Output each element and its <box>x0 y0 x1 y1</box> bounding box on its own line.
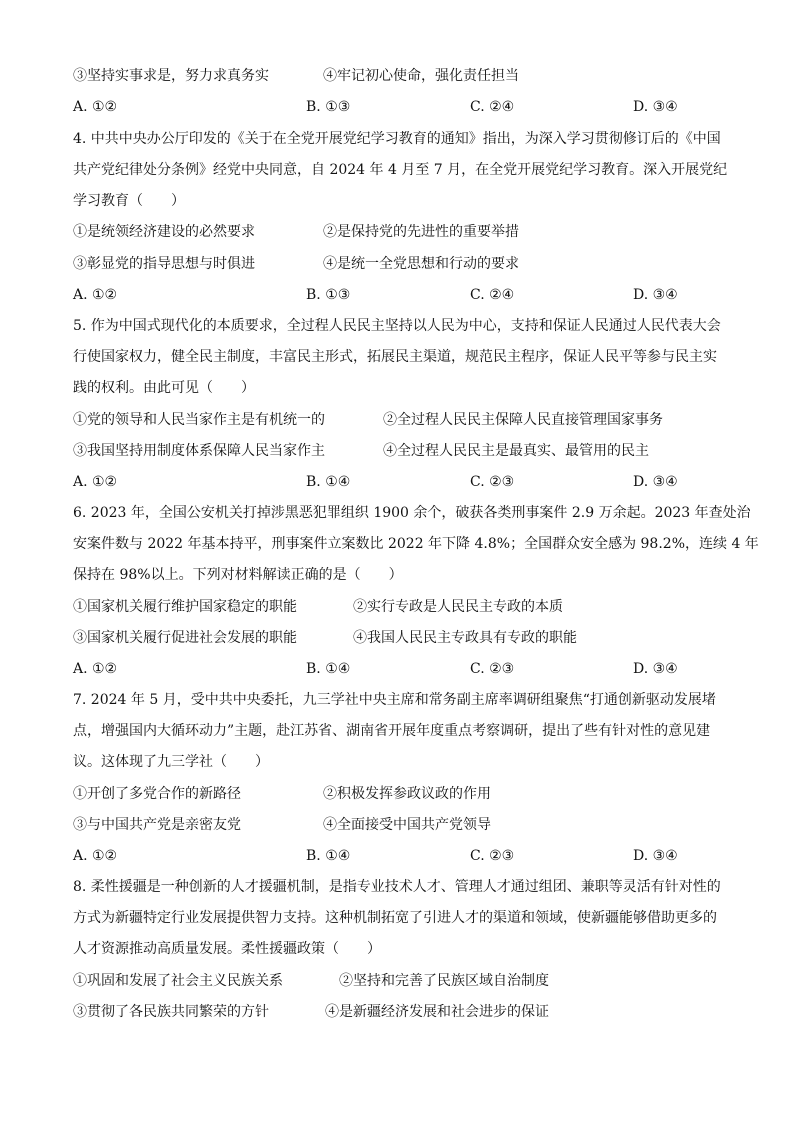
q6-choices <box>73 659 773 679</box>
q5-option-2: ②全过程人民民主保障人民直接管理国家事务 <box>383 412 663 428</box>
q8-options-row-1 <box>73 971 549 991</box>
q5-options-row-1 <box>73 410 663 430</box>
q7-stem-line-3: 议。这体现了九三学社（ ） <box>73 754 269 770</box>
q7-stem-line-1: 7. 2024 年 5 月，受中共中央委托，九三学社中央主席和常务副主席率调研组聚焦“打通创新驱动发展堵 <box>73 692 716 708</box>
q6-stem-line-2: 安案件数与 2022 年基本持平，刑事案件立案数比 2022 年下降 4.8%；全国群众安全感为 98.2%，连续 4 年 <box>73 536 759 552</box>
q4-choice-a: A. ①② <box>73 287 118 303</box>
q4-option-1: ①是统领经济建设的必然要求 <box>73 224 255 240</box>
q3-choice-b: B. ①③ <box>306 99 351 115</box>
q4-stem-line-3: 学习教育（ ） <box>73 193 185 209</box>
q7-choices <box>73 846 773 866</box>
q7-stem-line-2: 点，增强国内大循环动力”主题，赴江苏省、湖南省开展年度重点考察调研，提出了些有针对性的意见建 <box>73 723 711 739</box>
q7-choice-d: D. ③④ <box>633 848 678 864</box>
q4-choice-b: B. ①③ <box>306 287 351 303</box>
q3-choices <box>73 97 773 117</box>
q7-choice-b: B. ①④ <box>306 848 351 864</box>
q6-stem-line-3: 保持在 98%以上。下列对材料解读正确的是（ ） <box>73 567 403 583</box>
q6-option-3: ③国家机关履行促进社会发展的职能 <box>73 630 297 646</box>
q5-options-row-2 <box>73 441 649 461</box>
q8-option-1: ①巩固和发展了社会主义民族关系 <box>73 973 283 989</box>
q6-choice-b: B. ①④ <box>306 661 351 677</box>
q7-options-row-2 <box>73 815 491 835</box>
q8-option-4: ④是新疆经济发展和社会进步的保证 <box>325 1004 549 1020</box>
q5-choice-a: A. ①② <box>73 474 118 490</box>
q7-option-2: ②积极发挥参政议政的作用 <box>323 786 491 802</box>
q7-choice-c: C. ②③ <box>470 848 515 864</box>
q8-stem-line-1: 8. 柔性援疆是一种创新的人才援疆机制，是指专业技术人才、管理人才通过组团、兼职等灵活有针对性的 <box>73 879 721 895</box>
q4-option-3: ③彰显党的指导思想与时俱进 <box>73 256 255 272</box>
q5-option-4: ④全过程人民民主是最真实、最管用的民主 <box>383 443 649 459</box>
q7-option-3: ③与中国共产党是亲密友党 <box>73 817 241 833</box>
q5-option-1: ①党的领导和人民当家作主是有机统一的 <box>73 412 325 428</box>
q3-option-4: ④牢记初心使命，强化责任担当 <box>323 68 519 84</box>
q4-choice-d: D. ③④ <box>633 287 678 303</box>
q7-choice-a: A. ①② <box>73 848 118 864</box>
q5-choice-c: C. ②③ <box>470 474 515 490</box>
q6-choice-c: C. ②③ <box>470 661 515 677</box>
q3-choice-a: A. ①② <box>73 99 118 115</box>
q6-option-4: ④我国人民民主专政具有专政的职能 <box>353 630 577 646</box>
q5-choices <box>73 472 773 492</box>
q6-stem-line-1: 6. 2023 年，全国公安机关打掉涉黑恶犯罪组织 1900 余个，破获各类刑事案件 2.9 万余起。2023 年查处治 <box>73 505 751 521</box>
q8-stem-line-2: 方式为新疆特定行业发展提供智力支持。这种机制拓宽了引进人才的渠道和领域，使新疆能够借助更多的 <box>73 910 717 926</box>
q4-choices <box>73 285 773 305</box>
q5-choice-b: B. ①④ <box>306 474 351 490</box>
q5-stem-line-3: 践的权利。由此可见（ ） <box>73 380 255 396</box>
q4-option-2: ②是保持党的先进性的重要举措 <box>323 224 519 240</box>
q3-options-row-2 <box>73 66 519 86</box>
q5-stem-line-2: 行使国家权力，健全民主制度，丰富民主形式，拓展民主渠道，规范民主程序，保证人民平等参与民主实 <box>73 349 717 365</box>
q4-stem-line-1: 4. 中共中央办公厅印发的《关于在全党开展党纪学习教育的通知》指出，为深入学习贯彻修订后的《中国 <box>73 131 721 147</box>
q8-option-2: ②坚持和完善了民族区域自治制度 <box>339 973 549 989</box>
q6-options-row-1 <box>73 597 563 617</box>
q8-option-3: ③贯彻了各民族共同繁荣的方针 <box>73 1004 269 1020</box>
q5-stem-line-1: 5. 作为中国式现代化的本质要求，全过程人民民主坚持以人民为中心，支持和保证人民通过人民代表大会 <box>73 318 721 334</box>
q8-options-row-2 <box>73 1002 549 1022</box>
q3-choice-d: D. ③④ <box>633 99 678 115</box>
q6-option-2: ②实行专政是人民民主专政的本质 <box>353 599 563 615</box>
q6-options-row-2 <box>73 628 577 648</box>
q6-option-1: ①国家机关履行维护国家稳定的职能 <box>73 599 297 615</box>
q4-options-row-1 <box>73 222 519 242</box>
q4-option-4: ④是统一全党思想和行动的要求 <box>323 256 519 272</box>
q6-choice-d: D. ③④ <box>633 661 678 677</box>
q6-choice-a: A. ①② <box>73 661 118 677</box>
q4-choice-c: C. ②④ <box>470 287 515 303</box>
q7-option-4: ④全面接受中国共产党领导 <box>323 817 491 833</box>
q4-options-row-2 <box>73 254 519 274</box>
q5-option-3: ③我国坚持用制度体系保障人民当家作主 <box>73 443 325 459</box>
q3-option-3: ③坚持实事求是，努力求真务实 <box>73 68 269 84</box>
q7-options-row-1 <box>73 784 491 804</box>
q3-choice-c: C. ②④ <box>470 99 515 115</box>
q4-stem-line-2: 共产党纪律处分条例》经党中央同意，自 2024 年 4 月至 7 月，在全党开展党纪学习教育。深入开展党纪 <box>73 162 728 178</box>
q5-choice-d: D. ③④ <box>633 474 678 490</box>
q8-stem-line-3: 人才资源推动高质量发展。柔性援疆政策（ ） <box>73 941 381 957</box>
q7-option-1: ①开创了多党合作的新路径 <box>73 786 241 802</box>
